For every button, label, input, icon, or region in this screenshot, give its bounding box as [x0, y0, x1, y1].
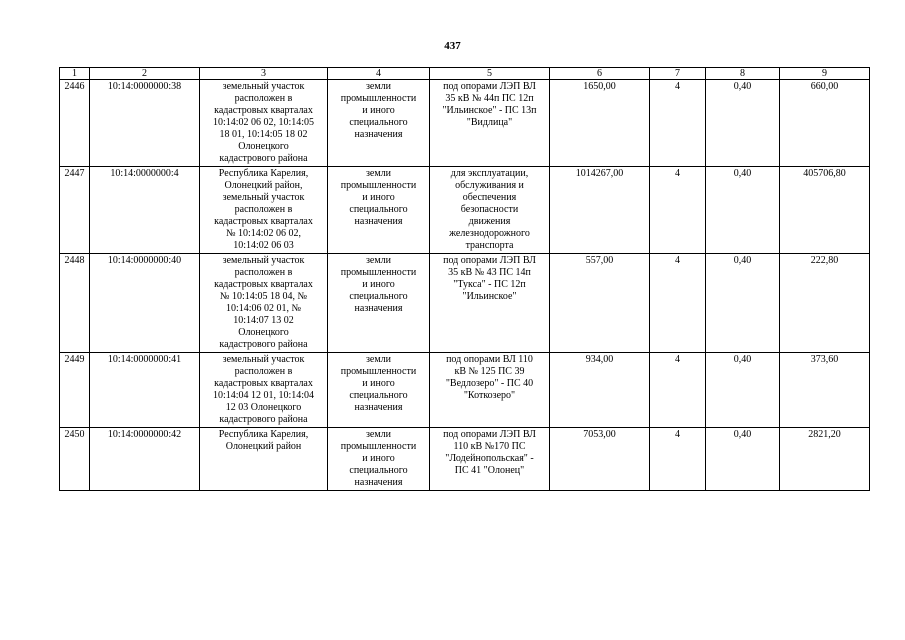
col7-cell: 4: [650, 167, 706, 254]
table-row: [60, 167, 870, 254]
purpose-cell: под опорами ВЛ 110 кВ № 125 ПС 39 "Ведлозеро" - ПС 40 "Коткозеро": [430, 353, 550, 428]
col8-cell: 0,40: [706, 428, 780, 491]
col8-cell: 0,40: [706, 167, 780, 254]
column-header: 3: [200, 68, 328, 80]
cadastral-number: 10:14:0000000:4: [90, 167, 200, 254]
col7-cell: 4: [650, 353, 706, 428]
col9-cell: 373,60: [780, 353, 870, 428]
column-header: 2: [90, 68, 200, 80]
column-header: 6: [550, 68, 650, 80]
page-number: 437: [444, 40, 461, 52]
table-row: [60, 353, 870, 428]
header-row: [60, 68, 870, 80]
location-cell: земельный участок расположен в кадастровых кварталах 10:14:02 06 02, 10:14:05 18 01, 10:14:05 18 02 Олонецкого кадастрового района: [200, 80, 328, 167]
column-header: 1: [60, 68, 90, 80]
column-header: 7: [650, 68, 706, 80]
col9-cell: 222,80: [780, 254, 870, 353]
row-number: 2449: [60, 353, 90, 428]
land-category-cell: земли промышленности и иного специального назначения: [328, 353, 430, 428]
location-cell: Республика Карелия, Олонецкий район, земельный участок расположен в кадастровых кварталах № 10:14:02 06 02, 10:14:02 06 03: [200, 167, 328, 254]
col9-cell: 405706,80: [780, 167, 870, 254]
cadastral-number: 10:14:0000000:41: [90, 353, 200, 428]
col7-cell: 4: [650, 428, 706, 491]
land-registry-table: [59, 67, 870, 491]
cadastral-number: 10:14:0000000:42: [90, 428, 200, 491]
col8-cell: 0,40: [706, 80, 780, 167]
purpose-cell: под опорами ЛЭП ВЛ 35 кВ № 43 ПС 14п "Тукса" - ПС 12п "Ильинское": [430, 254, 550, 353]
area-cell: 1014267,00: [550, 167, 650, 254]
column-header: 4: [328, 68, 430, 80]
col8-cell: 0,40: [706, 254, 780, 353]
purpose-cell: под опорами ЛЭП ВЛ 35 кВ № 44п ПС 12п "Ильинское" - ПС 13п "Видлица": [430, 80, 550, 167]
land-category-cell: земли промышленности и иного специального назначения: [328, 254, 430, 353]
column-header: 8: [706, 68, 780, 80]
column-header: 5: [430, 68, 550, 80]
purpose-cell: под опорами ЛЭП ВЛ 110 кВ №170 ПС "Лодейнопольская" - ПС 41 "Олонец": [430, 428, 550, 491]
row-number: 2450: [60, 428, 90, 491]
table-row: [60, 80, 870, 167]
col8-cell: 0,40: [706, 353, 780, 428]
column-header: 9: [780, 68, 870, 80]
area-cell: 7053,00: [550, 428, 650, 491]
location-cell: Республика Карелия, Олонецкий район: [200, 428, 328, 491]
col9-cell: 2821,20: [780, 428, 870, 491]
cadastral-number: 10:14:0000000:40: [90, 254, 200, 353]
row-number: 2448: [60, 254, 90, 353]
location-cell: земельный участок расположен в кадастровых кварталах № 10:14:05 18 04, № 10:14:06 02 01, № 10:14:07 13 02 Олонецкого кадастрового района: [200, 254, 328, 353]
area-cell: 557,00: [550, 254, 650, 353]
land-category-cell: земли промышленности и иного специального назначения: [328, 80, 430, 167]
col9-cell: 660,00: [780, 80, 870, 167]
col7-cell: 4: [650, 254, 706, 353]
cadastral-number: 10:14:0000000:38: [90, 80, 200, 167]
row-number: 2447: [60, 167, 90, 254]
row-number: 2446: [60, 80, 90, 167]
purpose-cell: для эксплуатации, обслуживания и обеспечения безопасности движения железнодорожного транспорта: [430, 167, 550, 254]
location-cell: земельный участок расположен в кадастровых кварталах 10:14:04 12 01, 10:14:04 12 03 Олонецкого кадастрового района: [200, 353, 328, 428]
area-cell: 934,00: [550, 353, 650, 428]
land-category-cell: земли промышленности и иного специального назначения: [328, 428, 430, 491]
area-cell: 1650,00: [550, 80, 650, 167]
table-row: [60, 428, 870, 491]
col7-cell: 4: [650, 80, 706, 167]
land-category-cell: земли промышленности и иного специального назначения: [328, 167, 430, 254]
table-row: [60, 254, 870, 353]
